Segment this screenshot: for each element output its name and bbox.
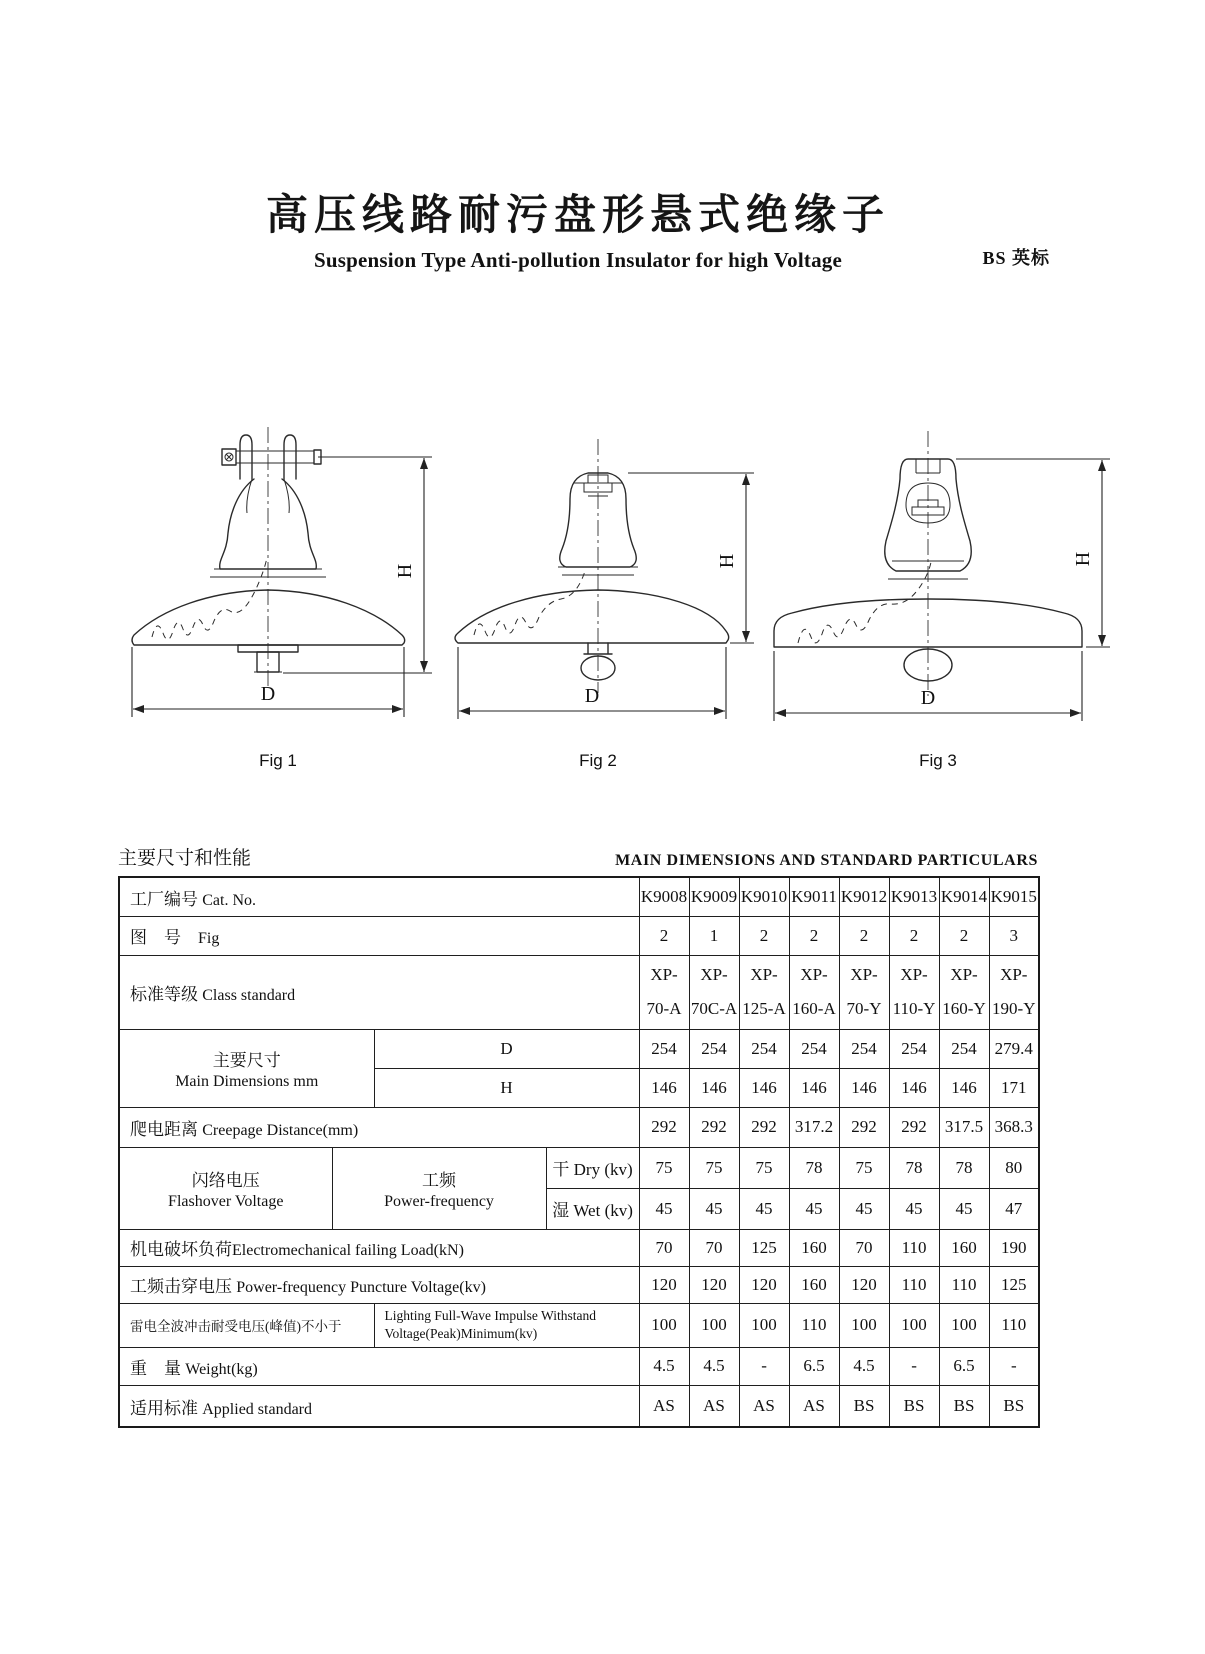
row-flashover-dry <box>119 1147 1039 1188</box>
weight-value: 6.5 <box>939 1347 989 1385</box>
dim-h-value: 146 <box>689 1068 739 1107</box>
row-creepage <box>119 1107 1039 1147</box>
applied-standard-value: BS <box>839 1385 889 1427</box>
row-em-load <box>119 1229 1039 1266</box>
figure-3 <box>758 421 1118 771</box>
class-standard-value: XP- 70-Y <box>839 955 889 1029</box>
fig3-h-label: H <box>1072 552 1094 567</box>
applied-standard-value: AS <box>739 1385 789 1427</box>
row-class-standard <box>119 955 1039 1029</box>
row-weight <box>119 1347 1039 1385</box>
class-standard-value: XP- 70C-A <box>689 955 739 1029</box>
fig1-d-label: D <box>260 683 276 706</box>
dry-value: 80 <box>989 1147 1039 1188</box>
wet-value: 45 <box>639 1188 689 1229</box>
wet-value: 45 <box>939 1188 989 1229</box>
weight-value: - <box>989 1347 1039 1385</box>
class-standard-value: XP- 110-Y <box>889 955 939 1029</box>
applied-standard-label: 适用标准 Applied standard <box>119 1385 639 1427</box>
puncture-value: 120 <box>689 1266 739 1303</box>
table-section-heading <box>118 843 1038 870</box>
class-standard-value: XP- 190-Y <box>989 955 1039 1029</box>
wet-value: 45 <box>839 1188 889 1229</box>
impulse-label-en: Lighting Full-Wave Impulse Withstand Voltage(Peak)Minimum(kv) <box>374 1303 639 1347</box>
dry-value: 75 <box>689 1147 739 1188</box>
fig-no-value: 2 <box>839 916 889 955</box>
dim-h-value: 146 <box>639 1068 689 1107</box>
dry-value: 75 <box>839 1147 889 1188</box>
cat-no-value: K9010 <box>739 877 789 916</box>
em-load-value: 70 <box>839 1229 889 1266</box>
fig-no-value: 2 <box>939 916 989 955</box>
class-standard-value: XP- 125-A <box>739 955 789 1029</box>
creepage-value: 317.5 <box>939 1107 989 1147</box>
cat-no-value: K9012 <box>839 877 889 916</box>
row-impulse <box>119 1303 1039 1347</box>
fig2-corrugation-line <box>474 571 585 637</box>
cat-no-value: K9008 <box>639 877 689 916</box>
page-title: 高压线路耐污盘形悬式绝缘子 <box>265 193 890 239</box>
impulse-value: 100 <box>889 1303 939 1347</box>
fig2-h-label: H <box>716 554 738 569</box>
class-standard-value: XP- 160-Y <box>939 955 989 1029</box>
row-fig-no <box>119 916 1039 955</box>
weight-label: 重 量 Weight(kg) <box>119 1347 639 1385</box>
datasheet-page <box>118 0 1094 1428</box>
main-dims-label: 主要尺寸 Main Dimensions mm <box>119 1029 374 1107</box>
em-load-value: 70 <box>689 1229 739 1266</box>
dry-value: 78 <box>939 1147 989 1188</box>
weight-value: 4.5 <box>639 1347 689 1385</box>
row-cat-no <box>119 877 1039 916</box>
fig3-caption: Fig 3 <box>919 751 957 771</box>
weight-value: - <box>889 1347 939 1385</box>
applied-standard-value: AS <box>789 1385 839 1427</box>
dry-value: 78 <box>789 1147 839 1188</box>
applied-standard-value: BS <box>889 1385 939 1427</box>
puncture-value: 120 <box>839 1266 889 1303</box>
creepage-value: 317.2 <box>789 1107 839 1147</box>
dry-value: 75 <box>739 1147 789 1188</box>
weight-value: 4.5 <box>689 1347 739 1385</box>
header <box>118 192 1050 273</box>
fig-no-value: 2 <box>739 916 789 955</box>
creepage-value: 292 <box>889 1107 939 1147</box>
em-load-value: 190 <box>989 1229 1039 1266</box>
impulse-label-zh: 雷电全波冲击耐受电压(峰值)不小于 <box>119 1303 374 1347</box>
wet-value: 45 <box>689 1188 739 1229</box>
weight-value: 6.5 <box>789 1347 839 1385</box>
puncture-value: 125 <box>989 1266 1039 1303</box>
applied-standard-value: BS <box>989 1385 1039 1427</box>
dim-h-value: 146 <box>939 1068 989 1107</box>
fig-no-value: 2 <box>889 916 939 955</box>
cat-no-value: K9015 <box>989 877 1039 916</box>
dim-d-value: 254 <box>839 1029 889 1068</box>
class-standard-value: XP- 70-A <box>639 955 689 1029</box>
row-puncture <box>119 1266 1039 1303</box>
class-standard-label: 标准等级 Class standard <box>119 955 639 1029</box>
standard-tag: BS 英标 <box>982 248 1050 268</box>
fig3-insulator-drawing <box>758 421 1118 741</box>
fig3-corrugation-line <box>798 562 931 643</box>
impulse-value: 100 <box>739 1303 789 1347</box>
creepage-value: 292 <box>739 1107 789 1147</box>
figure-1 <box>118 421 438 771</box>
puncture-label: 工频击穿电压 Power-frequency Puncture Voltage(kv) <box>119 1266 639 1303</box>
weight-value: - <box>739 1347 789 1385</box>
fig-no-value: 2 <box>789 916 839 955</box>
dim-d-value: 254 <box>739 1029 789 1068</box>
cat-no-value: K9011 <box>789 877 839 916</box>
impulse-value: 110 <box>789 1303 839 1347</box>
dim-h-value: 146 <box>789 1068 839 1107</box>
dim-h-value: 146 <box>839 1068 889 1107</box>
dim-d-value: 254 <box>639 1029 689 1068</box>
fig1-insulator-drawing <box>118 421 438 741</box>
fig2-caption: Fig 2 <box>579 751 617 771</box>
dry-value: 75 <box>639 1147 689 1188</box>
fig2-insulator-drawing <box>438 421 758 741</box>
creepage-value: 368.3 <box>989 1107 1039 1147</box>
applied-standard-value: BS <box>939 1385 989 1427</box>
em-load-value: 125 <box>739 1229 789 1266</box>
fig3-d-label: D <box>920 687 936 710</box>
dim-d-label: D <box>374 1029 639 1068</box>
em-load-value: 160 <box>789 1229 839 1266</box>
puncture-value: 120 <box>739 1266 789 1303</box>
spec-table <box>118 876 1040 1428</box>
page-subtitle: Suspension Type Anti-pollution Insulator for high Voltage <box>313 248 842 273</box>
dim-d-value: 254 <box>889 1029 939 1068</box>
flashover-label: 闪络电压 Flashover Voltage <box>119 1147 332 1229</box>
em-load-value: 70 <box>639 1229 689 1266</box>
dim-d-value: 279.4 <box>989 1029 1039 1068</box>
fig-no-value: 3 <box>989 916 1039 955</box>
class-standard-value: XP- 160-A <box>789 955 839 1029</box>
weight-value: 4.5 <box>839 1347 889 1385</box>
impulse-value: 100 <box>839 1303 889 1347</box>
section-label-zh: 主要尺寸和性能 <box>118 848 252 870</box>
dim-h-value: 171 <box>989 1068 1039 1107</box>
creepage-value: 292 <box>839 1107 889 1147</box>
fig2-d-dimension <box>458 647 726 719</box>
creepage-value: 292 <box>639 1107 689 1147</box>
fig1-h-label: H <box>394 564 416 579</box>
dim-h-value: 146 <box>739 1068 789 1107</box>
puncture-value: 160 <box>789 1266 839 1303</box>
impulse-value: 100 <box>939 1303 989 1347</box>
impulse-value: 100 <box>639 1303 689 1347</box>
wet-value: 45 <box>789 1188 839 1229</box>
impulse-value: 110 <box>989 1303 1039 1347</box>
fig-no-label: 图 号 Fig <box>119 916 639 955</box>
dry-value: 78 <box>889 1147 939 1188</box>
fig-no-value: 2 <box>639 916 689 955</box>
cat-no-label: 工厂编号 Cat. No. <box>119 877 639 916</box>
wet-label: 湿 Wet (kv) <box>546 1188 639 1229</box>
row-applied-standard <box>119 1385 1039 1427</box>
dim-d-value: 254 <box>689 1029 739 1068</box>
cat-no-value: K9009 <box>689 877 739 916</box>
wet-value: 47 <box>989 1188 1039 1229</box>
puncture-value: 120 <box>639 1266 689 1303</box>
puncture-value: 110 <box>939 1266 989 1303</box>
cat-no-value: K9014 <box>939 877 989 916</box>
creepage-label: 爬电距离 Creepage Distance(mm) <box>119 1107 639 1147</box>
fig2-d-label: D <box>584 685 600 708</box>
wet-value: 45 <box>739 1188 789 1229</box>
puncture-value: 110 <box>889 1266 939 1303</box>
power-frequency-label: 工频 Power-frequency <box>332 1147 546 1229</box>
creepage-value: 292 <box>689 1107 739 1147</box>
fig1-caption: Fig 1 <box>259 751 297 771</box>
dim-d-value: 254 <box>939 1029 989 1068</box>
dim-h-label: H <box>374 1068 639 1107</box>
dim-d-value: 254 <box>789 1029 839 1068</box>
applied-standard-value: AS <box>639 1385 689 1427</box>
impulse-value: 100 <box>689 1303 739 1347</box>
em-load-label: 机电破坏负荷Electromechanical failing Load(kN) <box>119 1229 639 1266</box>
em-load-value: 110 <box>889 1229 939 1266</box>
row-dimension-d <box>119 1029 1039 1068</box>
em-load-value: 160 <box>939 1229 989 1266</box>
figures-row <box>118 421 1094 771</box>
dim-h-value: 146 <box>889 1068 939 1107</box>
section-label-en: MAIN DIMENSIONS AND STANDARD PARTICULARS <box>615 852 1038 870</box>
cat-no-value: K9013 <box>889 877 939 916</box>
dry-label: 干 Dry (kv) <box>546 1147 639 1188</box>
fig-no-value: 1 <box>689 916 739 955</box>
wet-value: 45 <box>889 1188 939 1229</box>
figure-2 <box>438 421 758 771</box>
applied-standard-value: AS <box>689 1385 739 1427</box>
